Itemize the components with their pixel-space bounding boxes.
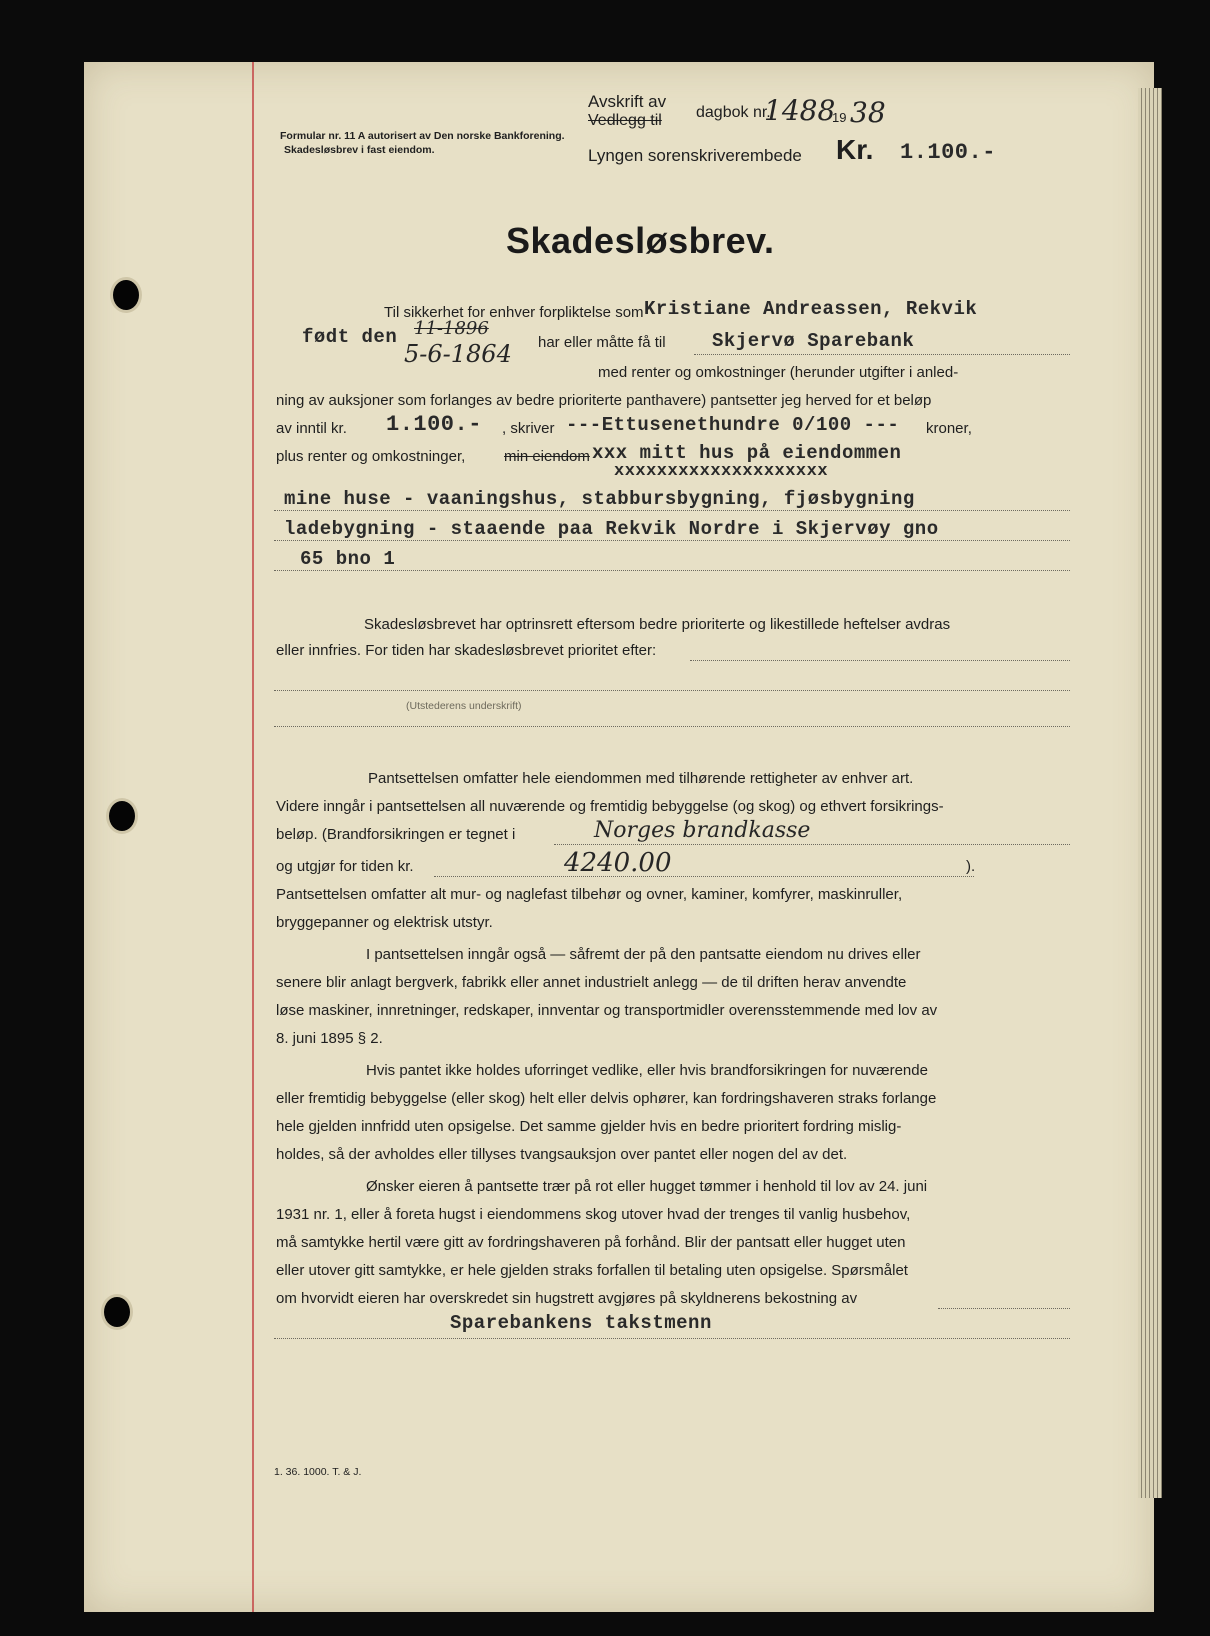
p5-line5: om hvorvidt eieren har overskredet sin hugstrett avgjøres på skyldnerens bekostning av [276,1290,858,1307]
amount-typed: 1.100.- [386,412,482,437]
property-dots1 [274,510,1070,511]
p3-line3: løse maskiner, innretninger, redskaper, innventar og transportmidler overensstemmende med lov av [276,1002,938,1019]
typed-mitt-hus: xxx mitt hus på eiendommen [592,442,902,464]
p1-line1: Pantsettelsen omfatter hele eiendommen med tilhørende rettigheter av enhver art. [368,770,914,787]
p5-line1: Ønsker eieren å pantsette trær på rot eller hugget tømmer i henhold til lov av 24. juni [366,1178,928,1195]
property-line3: 65 bno 1 [300,548,396,570]
underlying-pages-edge [1138,88,1162,1498]
amount-dots [434,876,974,877]
formular-line2: Skadesløsbrev i fast eiendom. [284,144,435,156]
printer-footer: 1. 36. 1000. T. & J. [274,1466,362,1478]
writes-label: , skriver [502,420,555,437]
body-line1: med renter og omkostninger (herunder utgifter i anled- [598,364,959,381]
insurer-hand: Norges brandkasse [594,818,811,843]
vedlegg-label: Vedlegg til [588,112,662,129]
p4-line2: eller fremtidig bebyggelse (eller skog) helt eller delvis ophører, kan fordringshaveren straks forlange [276,1090,937,1107]
priority-dots3 [274,726,1070,727]
p2-line1: Pantsettelsen omfatter alt mur- og naglefast tilbehør og ovner, kaminer, komfyrer, maskinruller, [276,886,903,903]
insured-amount: 4240.00 [564,848,672,878]
body-line2: ning av auksjoner som forlanges av bedre prioriterte panthavere) pantsetter jeg herved for et beløp [276,392,932,409]
typed-xxx: xxxxxxxxxxxxxxxxxxxx [614,462,829,481]
insurer-dots [554,844,1070,845]
p1-line4: og utgjør for tiden kr. [276,858,414,875]
priority-dots2 [274,690,1070,691]
punch-hole-3 [104,1297,130,1327]
property-line1: mine huse - vaaningshus, stabbursbygning, fjøsbygning [284,488,915,510]
year-suffix: 38 [850,96,886,129]
born-date: 5-6-1864 [404,340,512,368]
office-name: Lyngen sorenskriverembede [588,146,802,165]
close-paren: ). [966,858,976,875]
priority-dots1 [690,660,1070,661]
kroner-label: kroner, [926,420,972,437]
red-margin-line [252,62,254,1612]
p3-line1: I pantsettelsen inngår også — såfremt der på den pantsatte eiendom nu drives eller [366,946,921,963]
formular-line1: Formular nr. 11 A autorisert av Den norske Bankforening. [280,130,565,142]
takstmenn-dots [274,1338,1070,1339]
creditor-dots [694,354,1070,355]
debtor-name: Kristiane Andreassen, Rekvik [644,298,978,320]
p4-line3: hele gjelden innfridd uten opsigelse. Det samme gjelder hvis en bedre prioritert fordring mislig- [276,1118,902,1135]
avskrift-label: Avskrift av [588,92,667,111]
p3-line2: senere blir anlagt bergverk, fabrikk eller annet industrielt anlegg — de til driften herav anvendte [276,974,907,991]
amount-words: ---Ettusenethundre 0/100 --- [566,414,900,436]
creditor-name: Skjervø Sparebank [712,330,915,352]
signature-caption: (Utstederens underskrift) [406,700,522,712]
document-sheet [84,62,1154,1612]
p5-line3: må samtykke hertil være gitt av fordringshaveren på forhånd. Blir der pantsatt eller hugget uten [276,1234,906,1251]
punch-hole-1 [113,280,139,310]
min-eiendom: min eiendom [504,448,590,465]
kr-amount: 1.100.- [900,140,996,165]
dagbok-number: 1488 [764,94,836,127]
p1-line3: beløp. (Brandforsikringen er tegnet i [276,826,516,843]
p5-line4: eller utover gitt samtykke, er hele gjelden straks forfallen til betaling uten opsigelse. Spørsmålet [276,1262,908,1279]
document-title: Skadesløsbrev. [506,220,775,261]
property-dots2 [274,540,1070,541]
p5-dots [938,1308,1070,1309]
p2-line2: bryggepanner og elektrisk utstyr. [276,914,493,931]
p5-line2: 1931 nr. 1, eller å foreta hugst i eiendommens skog utover hvad der trenges til vanlig husbehov, [276,1206,911,1223]
kr-label: Kr. [836,134,874,165]
takstmenn: Sparebankens takstmenn [450,1312,712,1334]
amount-label: av inntil kr. [276,420,347,437]
priority-line2: eller innfries. For tiden har skadesløsbrevet prioritet efter: [276,642,657,659]
p4-line4: holdes, så der avholdes eller tillyses tvangsauksjon over pantet eller nogen del av det. [276,1146,848,1163]
p4-line1: Hvis pantet ikke holdes uforringet vedlike, eller hvis brandforsikringen for nuværende [366,1062,928,1079]
born-label: født den [302,326,398,348]
born-struck: 11-1896 [414,318,489,339]
p1-line2: Videre inngår i pantsettelsen all nuværende og fremtidig bebyggelse (og skog) og ethvert forsikrings- [276,798,944,815]
priority-line1: Skadesløsbrevet har optrinsrett eftersom bedre prioriterte og likestillede heftelser avdras [364,616,951,633]
p3-line4: 8. juni 1895 § 2. [276,1030,383,1047]
punch-hole-2 [109,801,135,831]
intro-text: Til sikkerhet for enhver forpliktelse som [384,304,644,321]
has-label: har eller måtte få til [538,334,666,351]
property-line2: ladebygning - staaende paa Rekvik Nordre i Skjervøy gno [284,518,939,540]
year-prefix: 19 [832,110,847,125]
property-dots3 [274,570,1070,571]
plus-label: plus renter og omkostninger, [276,448,466,465]
dagbok-label: dagbok nr. [696,104,771,121]
